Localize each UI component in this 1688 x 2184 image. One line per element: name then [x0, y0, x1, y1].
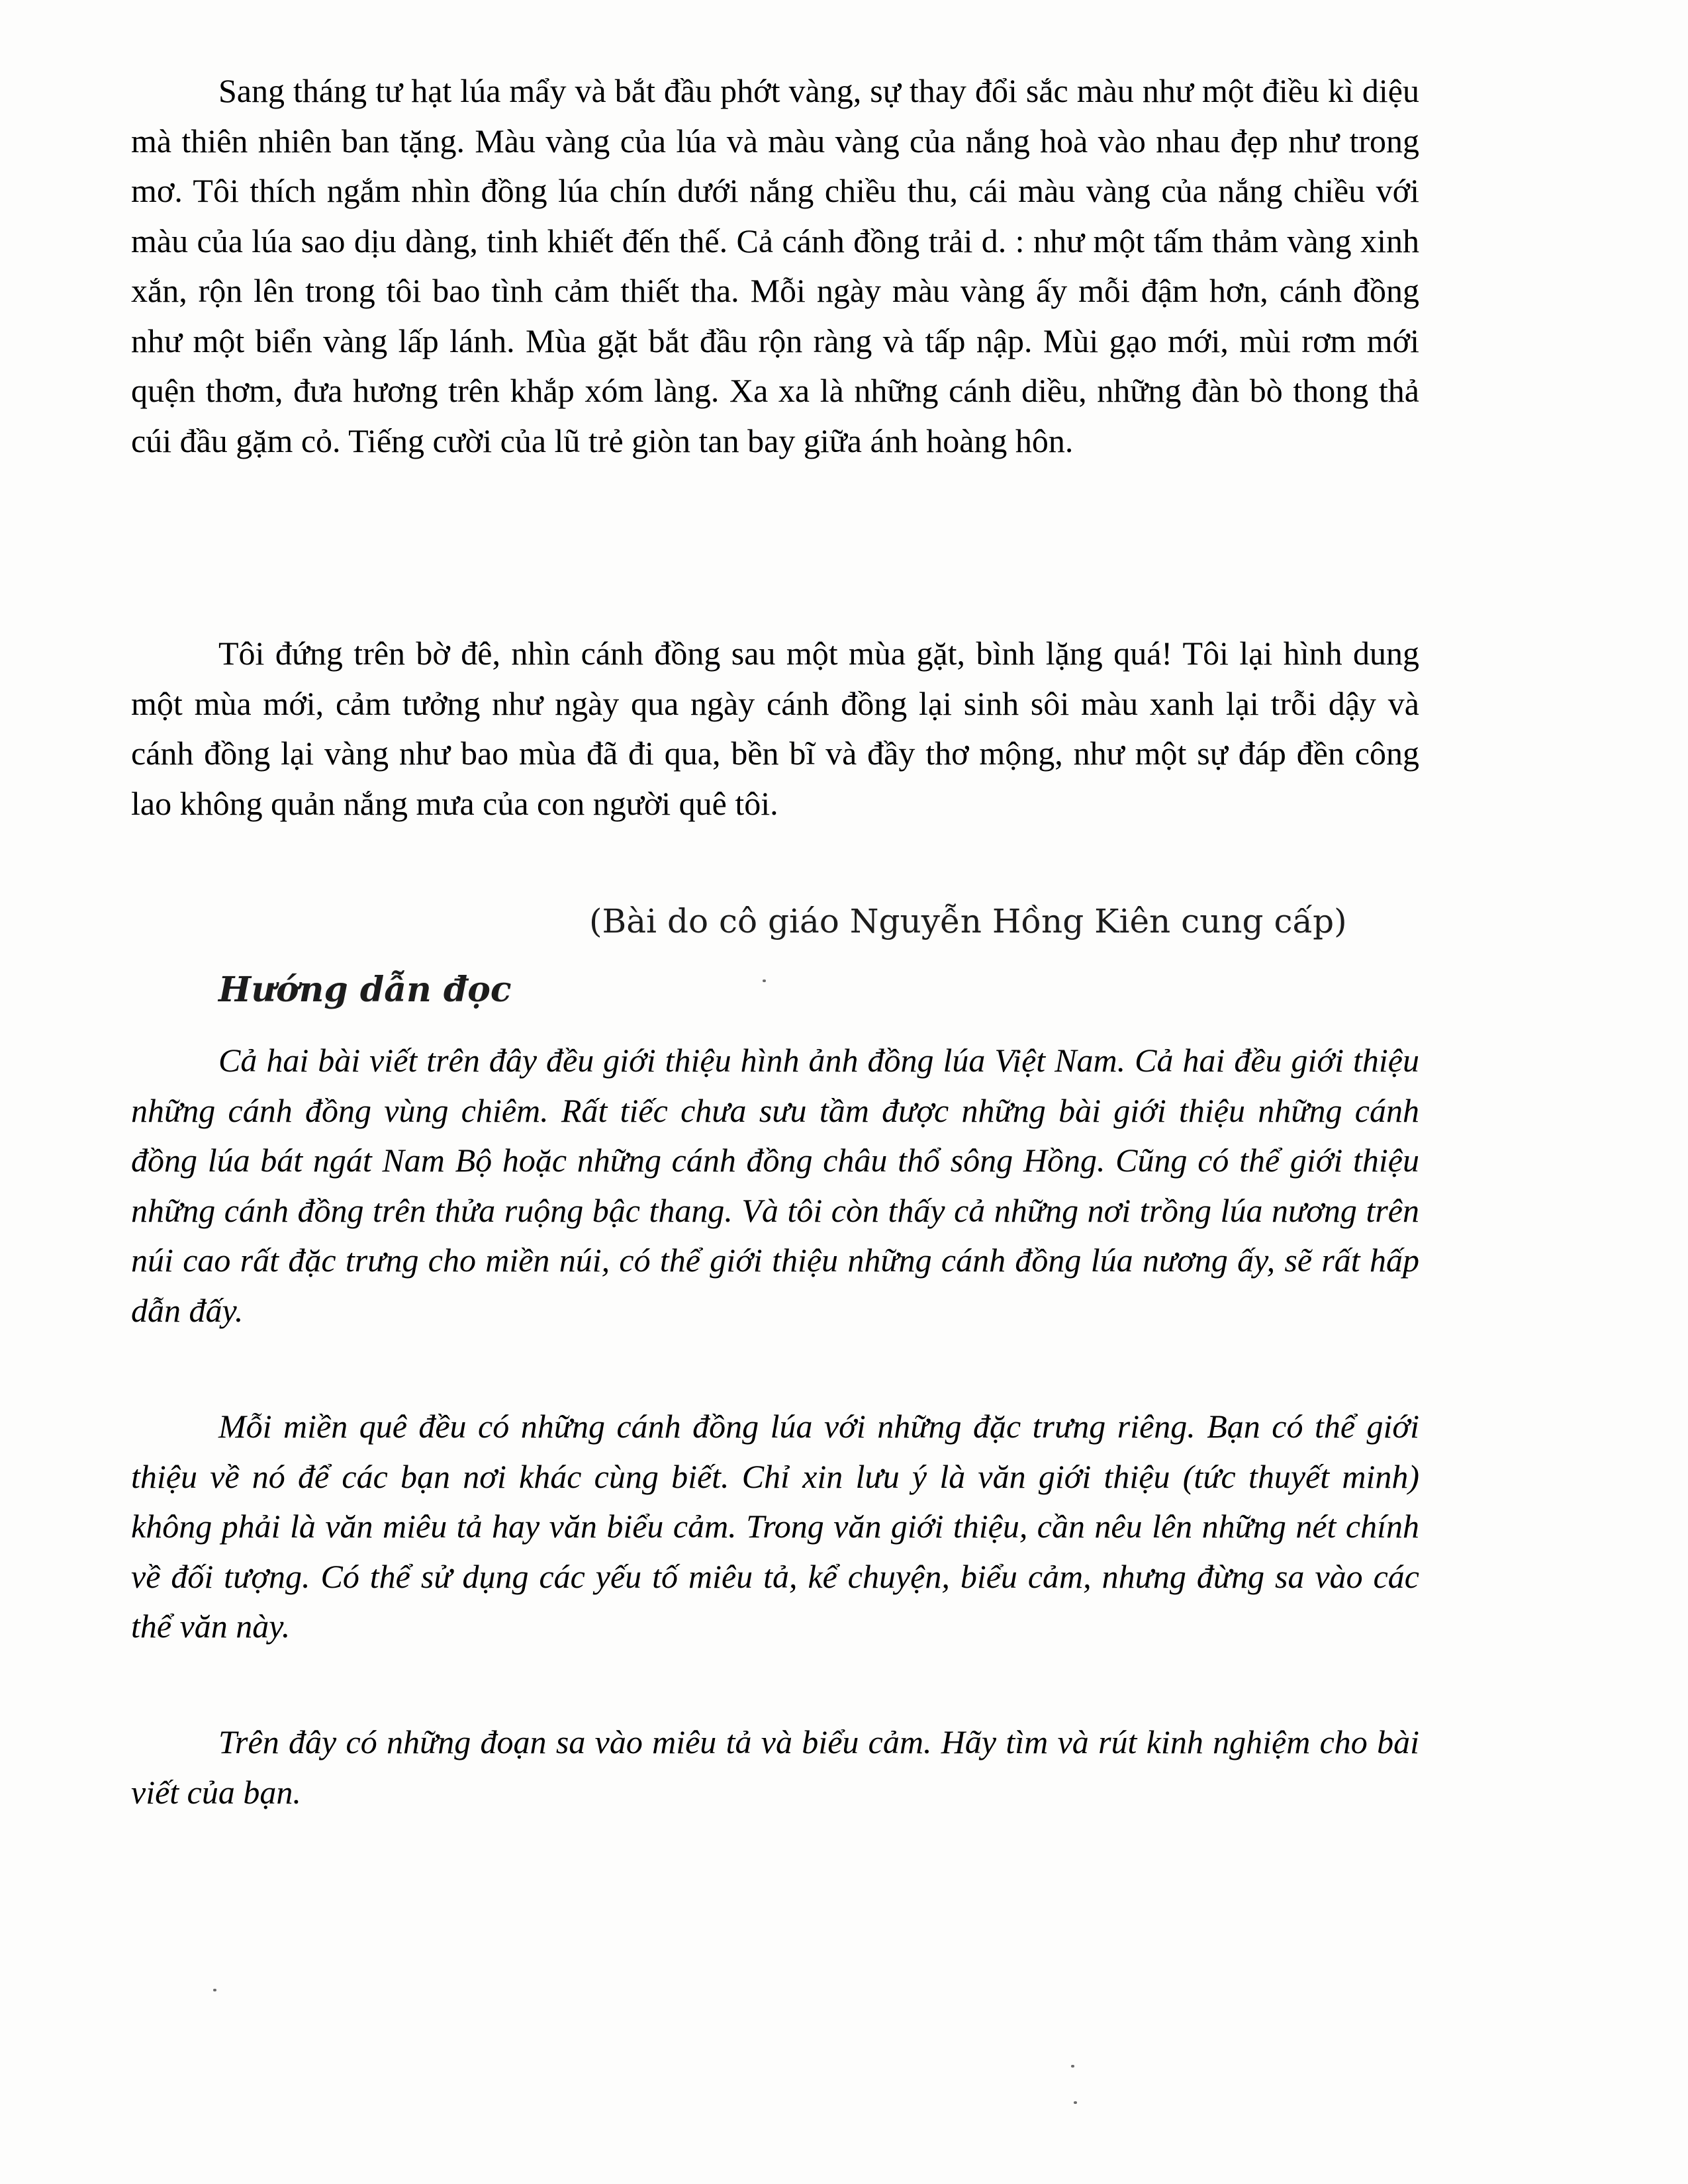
reading-guide-heading: Hướng dẫn đọc — [218, 970, 512, 1010]
reading-guide-paragraph-3: Trên đây có những đoạn sa vào miêu tả và biểu cảm. Hãy tìm và rút kinh nghiệm cho bài viết của bạn. — [131, 1723, 1419, 1811]
reading-guide-paragraph-1: Cả hai bài viết trên đây đều giới thiệu hình ảnh đồng lúa Việt Nam. Cả hai đều giới thiệu những cánh đồng vùng chiêm. Rất tiếc chưa sưu tầm được những bài giới thiệu những cánh đồng lúa bát ngát Nam Bộ hoặc những cánh đồng châu thổ sông Hồng. Cũng có thể giới thiệu những cánh đồng trên thửa ruộng bậc thang. Và tôi còn thấy cả những nơi trồng lúa nương trên núi cao rất đặc trưng cho miền núi, có thể giới thiệu những cánh đồng lúa nương ấy, sẽ rất hấp dẫn đấy. — [131, 1042, 1419, 1329]
reading-guide-paragraph-2: Mỗi miền quê đều có những cánh đồng lúa với những đặc trưng riêng. Bạn có thể giới thiệu về nó để các bạn nơi khác cùng biết. Chỉ xin lưu ý là văn giới thiệu (tức thuyết minh) không phải là văn miêu tả hay văn biểu cảm. Trong văn giới thiệu, cần nêu lên những nét chính về đối tượng. Có thể sử dụng các yếu tố miêu tả, kể chuyện, biểu cảm, nhưng đừng sa vào các thể văn này. — [131, 1408, 1419, 1645]
body-paragraph-harvest-description: Sang tháng tư hạt lúa mẩy và bắt đầu phớt vàng, sự thay đổi sắc màu như một điều kì diệu mà thiên nhiên ban tặng. Màu vàng của lúa và màu vàng của nắng hoà vào nhau đẹp như trong mơ. Tôi thích ngắm nhìn đồng lúa chín dưới nắng chiều thu, cái màu vàng của nắng chiều với màu của lúa sao dịu dàng, tinh khiết đến thế. Cả cánh đồng trải d. : như một tấm thảm vàng xinh xắn, rộn lên trong tôi bao tình cảm thiết tha. Mỗi ngày màu vàng ấy mỗi đậm hơn, cánh đồng như một biển vàng lấp lánh. Mùa gặt bắt đầu rộn ràng và tấp nập. Mùi gạo mới, mùi rơm mới quện thơm, đưa hương trên khắp xóm làng. Xa xa là những cánh diều, những đàn bò thong thả cúi đầu gặm cỏ. Tiếng cười của lũ trẻ giòn tan bay giữa ánh hoàng hôn. — [131, 72, 1419, 459]
source-attribution: (Bài do cô giáo Nguyễn Hồng Kiên cung cấp) — [589, 902, 1347, 940]
scan-speck — [1071, 2065, 1074, 2068]
scan-speck — [763, 979, 766, 982]
scan-speck — [1074, 2101, 1077, 2104]
body-paragraph-after-harvest: Tôi đứng trên bờ đê, nhìn cánh đồng sau một mùa gặt, bình lặng quá! Tôi lại hình dung một mùa mới, cảm tưởng như ngày qua ngày cánh đồng lại sinh sôi màu xanh lại trỗi dậy và cánh đồng lại vàng như bao mùa đã đi qua, bền bĩ và đầy thơ mộng, như một sự đáp đền công lao không quản nắng mưa của con người quê tôi. — [131, 635, 1419, 822]
scan-speck — [213, 1989, 216, 1991]
